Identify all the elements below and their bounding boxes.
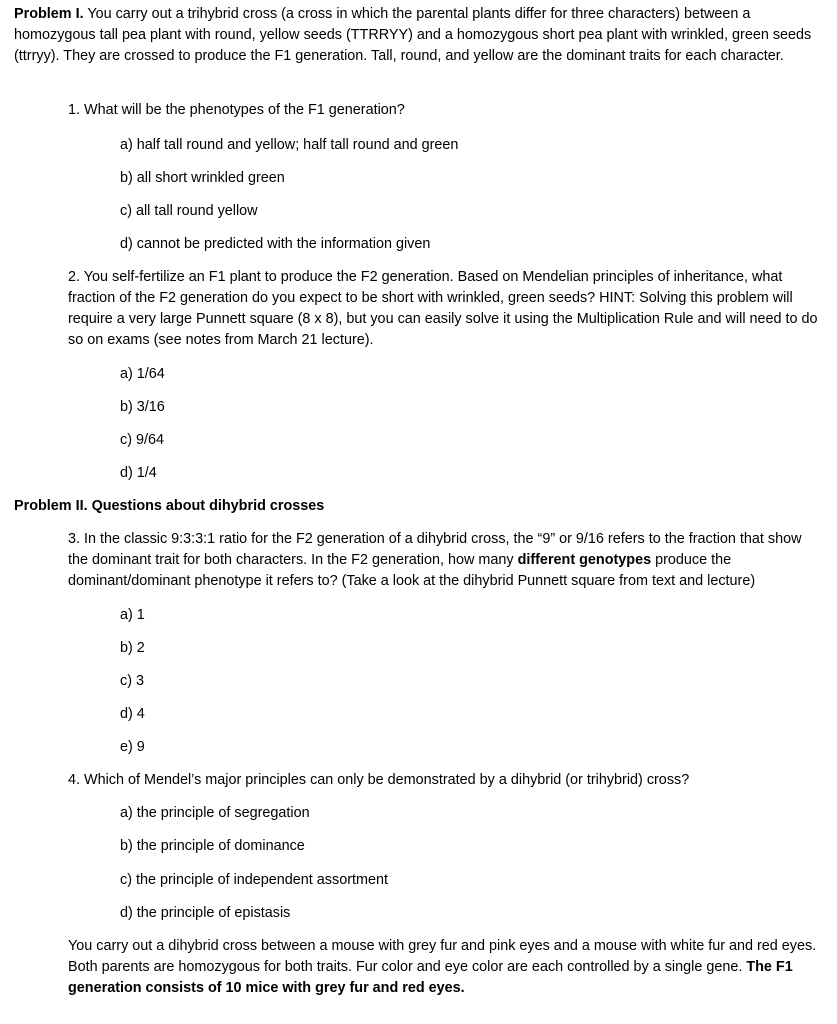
q2-option-a: a) 1/64 (120, 366, 165, 382)
q4-option-a: a) the principle of segregation (120, 805, 310, 821)
problem-1-label: Problem I. (14, 6, 84, 22)
q3-option-e: e) 9 (120, 739, 145, 755)
q3-option-b: b) 2 (120, 640, 145, 656)
question-3 (68, 529, 818, 592)
q2-option-b: b) 3/16 (120, 399, 165, 415)
problem-2-heading: Problem II. Questions about dihybrid crosses (14, 498, 325, 514)
q3-option-a: a) 1 (120, 607, 145, 623)
closing-bold-text: The F1 generation consists of 10 mice with grey fur and red eyes. (68, 959, 793, 996)
closing-paragraph (68, 936, 818, 999)
q1-option-d: d) cannot be predicted with the information given (120, 236, 431, 252)
q1-option-b: b) all short wrinkled green (120, 170, 285, 186)
q1-option-c: c) all tall round yellow (120, 203, 258, 219)
q2-option-d: d) 1/4 (120, 465, 157, 481)
q3-text-bold: different genotypes (517, 552, 652, 568)
q2-option-c: c) 9/64 (120, 432, 164, 448)
q4-option-b: b) the principle of dominance (120, 838, 305, 854)
q3-text-before: 3. In the classic 9:3:3:1 ratio for the F2 generation of a dihybrid cross, the “9” or 9/16 refers to the fraction that show the dominant trait for both characters. In the F2 generation, how many (68, 531, 802, 568)
problem-1-intro-text: You carry out a trihybrid cross (a cross in which the parental plants differ for three characters) between a homozygous tall pea plant with round, yellow seeds (TTRRYY) and a homozygous short pea plant with wrinkled, green seeds (ttrryy). They are crossed to produce the F1 generation. Tall, round, and yellow are the dominant traits for each character. (14, 6, 812, 64)
q3-option-c: c) 3 (120, 673, 144, 689)
q1-option-a: a) half tall round and yellow; half tall round and green (120, 137, 459, 153)
problem-1-intro (14, 4, 814, 67)
question-2: 2. You self-fertilize an F1 plant to produce the F2 generation. Based on Mendelian principles of inheritance, what fraction of the F2 generation do you expect to be short with wrinkled, green seeds? HINT: Solving this problem will require a very large Punnett square (8 x 8), but you can easily solve it using the Multiplication Rule and will need to do so on exams (see notes from March 21 lecture). (68, 269, 818, 348)
closing-text: You carry out a dihybrid cross between a mouse with grey fur and pink eyes and a mouse with white fur and red eyes. Both parents are homozygous for both traits. Fur color and eye color are each controlled by a single gene. (68, 938, 817, 975)
q3-option-d: d) 4 (120, 706, 145, 722)
q4-option-d: d) the principle of epistasis (120, 905, 291, 921)
question-1: 1. What will be the phenotypes of the F1 generation? (68, 102, 405, 118)
question-4: 4. Which of Mendel’s major principles can only be demonstrated by a dihybrid (or trihybrid) cross? (68, 772, 690, 788)
q4-option-c: c) the principle of independent assortment (120, 872, 388, 888)
q3-text-after: produce the dominant/dominant phenotype it refers to? (Take a look at the dihybrid Punnett square from text and lecture) (68, 552, 756, 589)
